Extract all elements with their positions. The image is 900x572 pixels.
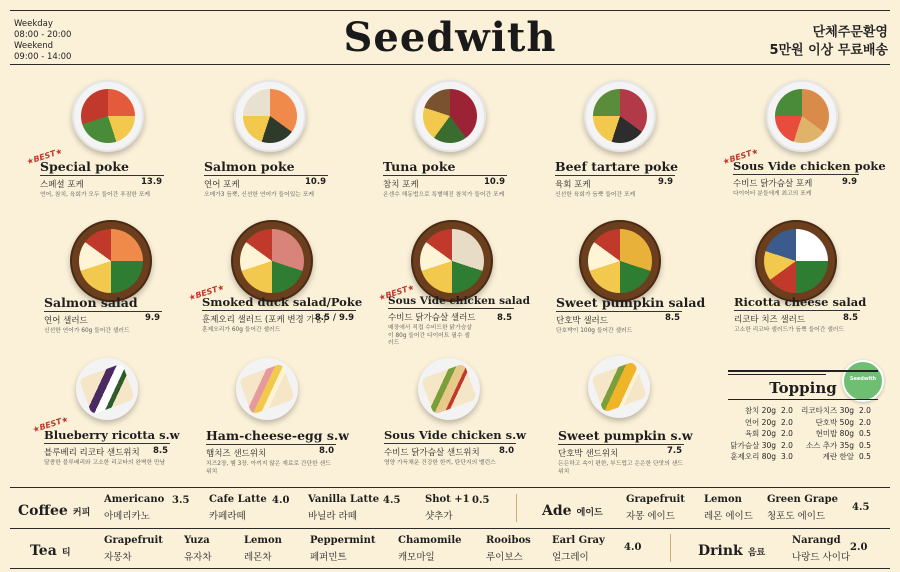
- item-price: 7.5: [666, 446, 682, 456]
- drink-korean: 유자차: [184, 552, 212, 563]
- menu-item-sous-vide-chicken-salad: [388, 295, 530, 348]
- header-top-rule: [10, 10, 890, 11]
- drink-name: Rooibos: [486, 535, 531, 546]
- item-name: Sweet pumpkin s.w: [558, 428, 693, 443]
- item-name: Beef tartare poke: [555, 159, 679, 174]
- promo-line-2: 5만원 이상 무료배송: [769, 43, 888, 58]
- item-name: Tuna poke: [383, 159, 456, 174]
- beverage-bottom-rule: [10, 568, 890, 569]
- topping-price: 3.0: [781, 452, 793, 461]
- promo-text: [769, 24, 888, 60]
- beverage-top-rule: [10, 487, 890, 488]
- blueberry-ricotta-sandwich-image: [76, 358, 138, 420]
- sous-vide-chicken-salad-image: [411, 220, 493, 302]
- item-price: 8.5: [496, 313, 512, 323]
- item-korean-name: 햄치즈 샌드위치: [206, 449, 267, 459]
- topping-name: 현미밥 80g: [815, 429, 854, 438]
- menu-item-smoked-duck-salad: [202, 295, 363, 335]
- beverage-divider: [516, 494, 517, 522]
- item-description: 다이어터 분들에게 최고의 포케: [733, 191, 812, 197]
- drink-name: Narangd: [792, 535, 841, 546]
- item-name: Ricotta cheese salad: [734, 295, 867, 309]
- header-bottom-rule: [10, 64, 890, 65]
- item-korean-name: 연어 포케: [204, 180, 240, 190]
- ade-price: 4.5: [852, 502, 870, 513]
- coffee-item-cafe-latte: [209, 494, 267, 522]
- topping-name: 계란 한알: [822, 452, 854, 461]
- drink-korean: 샷추가: [425, 511, 453, 522]
- tea-item-yuza: [184, 535, 212, 563]
- item-description: 매장에서 직접 수비드한 닭가슴살이 80g 들어간 다이어트 필수 샐러드: [388, 325, 472, 346]
- drink-name: Shot +1: [425, 494, 470, 505]
- item-price: 8.5: [842, 313, 858, 323]
- ade-item-grapefruit: [626, 494, 685, 522]
- item-price: 8.5 / 9.9: [314, 313, 354, 323]
- item-description: 치즈2장, 햄 3장. 아끼지 않은 재료로 간단한 샌드위치: [206, 461, 331, 475]
- brand-title: Seedwith: [343, 14, 557, 61]
- item-description: 고소한 리코타 샐러드가 듬뿍 들어간 샐러드: [734, 327, 845, 333]
- best-badge-special-poke: ★BEST★: [25, 146, 64, 167]
- topping-name: 육회 20g: [744, 429, 776, 438]
- sous-vide-chicken-sandwich-image: [418, 358, 480, 420]
- topping-row: [728, 440, 878, 452]
- drink-item-narangd: [792, 535, 850, 563]
- topping-name: 연어 20g: [744, 417, 776, 427]
- sous-vide-chicken-poke-image: [766, 80, 838, 152]
- item-price: 8.5: [152, 446, 168, 456]
- item-price: 8.0: [498, 446, 514, 456]
- weekday-label: Weekday: [14, 19, 53, 29]
- topping-name: 소스 추가 35g: [805, 440, 854, 450]
- topping-name: 닭가슴살 30g: [730, 440, 776, 450]
- ade-section-label: [542, 500, 603, 519]
- weekend-time: 09:00 - 14:00: [14, 52, 72, 62]
- menu-item-sweet-pumpkin-sw: [558, 428, 693, 476]
- item-korean-name: 블루베리 리코타 샌드위치: [44, 448, 140, 458]
- ricotta-cheese-salad-image: [755, 220, 837, 302]
- drink-price-narangd: 2.0: [850, 542, 868, 553]
- menu-item-special-poke: [40, 159, 164, 200]
- topping-row: [728, 428, 878, 440]
- item-korean-name: 수비드 닭가슴살 샐러드: [388, 313, 476, 323]
- topping-row: [728, 405, 878, 417]
- item-name: Blueberry ricotta s.w: [44, 428, 180, 442]
- ham-cheese-egg-sandwich-image: [236, 358, 298, 420]
- menu-item-sous-vide-chicken-poke: [733, 159, 886, 199]
- item-description: 단호박이 100g 들어간 샐러드: [556, 328, 633, 334]
- drink-label: Drink: [698, 543, 743, 559]
- coffee-price-shot: 0.5: [472, 495, 490, 506]
- ade-label: Ade: [542, 503, 572, 519]
- topping-price: 2.0: [781, 406, 793, 415]
- tea-item-lemon: [244, 535, 282, 563]
- item-name: Special poke: [40, 159, 129, 174]
- topping-price: 2.0: [781, 440, 793, 450]
- item-price: 13.9: [141, 177, 162, 187]
- topping-name: 리코타치즈 30g: [801, 406, 854, 415]
- menu-item-salmon-salad: [44, 295, 162, 336]
- item-korean-name: 스페셜 포케: [40, 180, 84, 190]
- item-description: 든든하고 속이 편한, 부드럽고 은은한 단맛의 샌드위치: [558, 461, 683, 475]
- menu-item-sweet-pumpkin-salad: [556, 295, 706, 336]
- drink-korean: 레몬 에이드: [704, 511, 753, 522]
- tea-item-chamomile: [398, 535, 462, 563]
- drink-name: Yuza: [184, 535, 210, 546]
- seedwith-logo-icon: Seedwith: [842, 360, 884, 402]
- menu-item-salmon-poke: [204, 159, 328, 200]
- drink-korean: 캐모마일: [398, 552, 435, 563]
- item-description: 신선한 육회가 듬뿍 들어간 포케: [555, 192, 636, 198]
- item-name: Salmon salad: [44, 295, 138, 310]
- drink-name: Earl Gray: [552, 535, 605, 546]
- drink-name: Chamomile: [398, 535, 462, 546]
- drink-korean: 루이보스: [486, 552, 523, 563]
- best-badge-smoked-duck: ★BEST★: [187, 282, 226, 303]
- item-korean-name: 수비드 닭가슴살 샌드위치: [384, 448, 480, 458]
- item-price: 9.9: [657, 177, 673, 187]
- item-price: 9.9: [144, 313, 160, 323]
- topping-title: Topping: [769, 379, 837, 397]
- item-korean-name: 단호박 샌드위치: [558, 449, 619, 459]
- drink-name: Grapefruit: [104, 535, 163, 546]
- best-badge-sous-vide-chicken-salad: ★BEST★: [377, 282, 416, 303]
- tea-item-rooibos: [486, 535, 531, 563]
- menu-item-tuna-poke: [383, 159, 507, 200]
- drink-korean: 페퍼민트: [310, 552, 347, 563]
- drink-korean: 자몽차: [104, 552, 132, 563]
- tea-section-label: [30, 540, 71, 559]
- salmon-salad-image: [70, 220, 152, 302]
- drink-name: Lemon: [244, 535, 282, 546]
- salmon-poke-image: [234, 80, 306, 152]
- menu-item-ricotta-cheese-salad: [734, 295, 867, 335]
- item-name: Salmon poke: [204, 159, 295, 174]
- drink-name: Green Grape: [767, 494, 838, 505]
- drink-korean: 나랑드 사이다: [792, 552, 851, 563]
- beverage-middle-rule: [10, 528, 890, 529]
- item-price: 8.5: [664, 313, 680, 323]
- item-price: 8.0: [318, 446, 334, 456]
- best-badge-sous-vide-chicken-poke: ★BEST★: [721, 146, 760, 167]
- drink-korean: 얼그레이: [552, 552, 589, 563]
- drink-name: Grapefruit: [626, 494, 685, 505]
- weekend-label: Weekend: [14, 41, 53, 51]
- item-korean-name: 연어 샐러드: [44, 316, 88, 326]
- drink-section-label: [698, 540, 765, 559]
- tea-item-earl-gray: [552, 535, 605, 563]
- ade-label-ko: 에이드: [576, 508, 603, 518]
- drink-name: Cafe Latte: [209, 494, 267, 505]
- topping-price: 2.0: [859, 417, 871, 427]
- tea-price: 4.0: [624, 542, 642, 553]
- menu-item-beef-tartare-poke: [555, 159, 679, 200]
- topping-price: 0.5: [859, 429, 871, 438]
- item-name: Ham-cheese-egg s.w: [206, 428, 350, 443]
- drink-korean: 자몽 에이드: [626, 511, 675, 522]
- best-badge-blueberry-ricotta: ★BEST★: [31, 414, 70, 435]
- beef-tartare-poke-image: [584, 80, 656, 152]
- sweet-pumpkin-salad-image: [579, 220, 661, 302]
- item-name: Sous Vide chicken poke: [733, 159, 886, 173]
- topping-section: [728, 370, 878, 463]
- item-korean-name: 수비드 닭가슴살 포케: [733, 179, 813, 189]
- drink-korean: 바닐라 라떼: [308, 511, 357, 522]
- drink-name: Americano: [104, 494, 165, 505]
- drink-name: Peppermint: [310, 535, 376, 546]
- topping-price: 0.5: [859, 452, 871, 461]
- ade-item-green-grape: [767, 494, 838, 522]
- item-korean-name: 훈제오리 샐러드 (포케 변경 가능): [202, 315, 327, 325]
- item-description: 달콤한 블루베리와 고소한 리코타의 완벽한 만남: [44, 460, 166, 466]
- topping-row: [728, 417, 878, 429]
- menu-item-sous-vide-chicken-sw: [384, 428, 527, 468]
- item-name: Sous Vide chicken s.w: [384, 428, 527, 442]
- item-korean-name: 단호박 샐러드: [556, 316, 608, 326]
- topping-name: 단호박 50g: [815, 417, 854, 427]
- item-description: 훈제오리가 60g 들어간 샐러드: [202, 327, 281, 333]
- drink-korean: 카페라떼: [209, 511, 246, 522]
- item-korean-name: 육회 포케: [555, 180, 591, 190]
- menu-item-ham-cheese-egg-sw: [206, 428, 350, 476]
- item-price: 10.9: [484, 177, 505, 187]
- topping-name: 훈제오리 80g: [730, 452, 776, 461]
- weekday-time: 08:00 - 20:00: [14, 30, 72, 40]
- item-price: 10.9: [305, 177, 326, 187]
- topping-name: 참치 20g: [744, 406, 776, 415]
- drink-korean: 레몬차: [244, 552, 272, 563]
- ade-item-lemon: [704, 494, 753, 522]
- topping-price: 2.0: [781, 417, 793, 427]
- item-korean-name: 참치 포케: [383, 180, 419, 190]
- item-name: Smoked duck salad/Poke: [202, 295, 363, 309]
- smoked-duck-salad-image: [231, 220, 313, 302]
- coffee-price-americano: 3.5: [172, 495, 190, 506]
- coffee-item-shot: [425, 494, 470, 522]
- item-name: Sweet pumpkin salad: [556, 295, 706, 310]
- coffee-price-cafe-latte: 4.0: [272, 495, 290, 506]
- topping-price: 2.0: [859, 406, 871, 415]
- coffee-price-vanilla-latte: 4.5: [383, 495, 401, 506]
- coffee-label-ko: 커피: [72, 508, 91, 518]
- coffee-item-vanilla-latte: [308, 494, 379, 522]
- sweet-pumpkin-sandwich-image: [588, 356, 650, 418]
- tea-item-grapefruit: [104, 535, 163, 563]
- item-description: 온센수 해동법으로 특별해진 참치가 들어간 포케: [383, 192, 505, 198]
- topping-price: 2.0: [781, 429, 793, 438]
- drink-name: Vanilla Latte: [308, 494, 380, 505]
- item-korean-name: 리코타 치즈 샐러드: [734, 315, 806, 325]
- tea-label: Tea: [30, 543, 57, 559]
- drink-name: Lemon: [704, 494, 742, 505]
- item-description: 오메가3 듬뿍, 신선한 연어가 들어있는 포케: [204, 192, 314, 198]
- coffee-item-americano: [104, 494, 164, 522]
- drink-korean: 청포도 에이드: [767, 511, 826, 522]
- item-name: Sous Vide chicken salad: [388, 295, 530, 307]
- item-description: 연어, 참치, 육회가 모두 들어간 푸짐한 포케: [40, 192, 150, 198]
- topping-price: 0.5: [859, 440, 871, 450]
- item-description: 신선한 연어가 60g 들어간 샐러드: [44, 328, 130, 334]
- drink-korean: 아메리카노: [104, 511, 150, 522]
- tea-label-ko: 티: [61, 548, 71, 558]
- item-price: 9.9: [841, 177, 857, 187]
- drink-label-ko: 음료: [747, 548, 766, 558]
- special-poke-image: [72, 80, 144, 152]
- promo-line-1: 단체주문환영: [812, 25, 888, 40]
- topping-row: [728, 451, 878, 463]
- tea-item-peppermint: [310, 535, 376, 563]
- tuna-poke-image: [414, 80, 486, 152]
- coffee-label: Coffee: [18, 503, 68, 519]
- menu-item-blueberry-ricotta-sw: [44, 428, 180, 468]
- beverage-divider-2: [670, 534, 671, 562]
- coffee-section-label: [18, 500, 90, 519]
- item-description: 영양 가득채운 건강한 한끼, 탄단지의 밸런스: [384, 460, 496, 466]
